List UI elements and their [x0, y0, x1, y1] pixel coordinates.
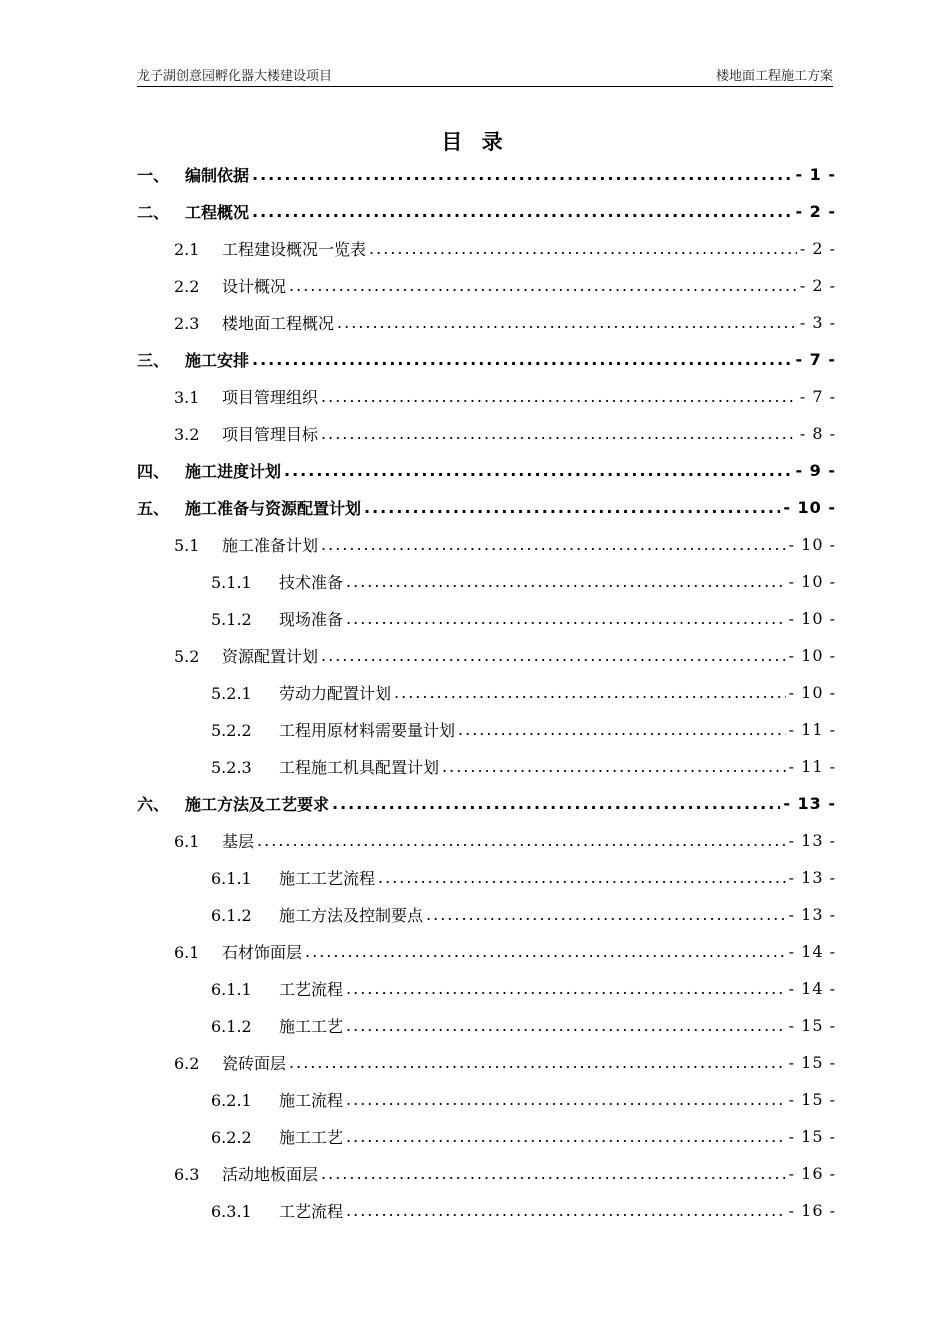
toc-entry-label [137, 459, 281, 482]
toc-entry-text: 工艺流程 [279, 1202, 344, 1221]
toc-entry-number: 2.3 [174, 314, 200, 333]
toc-leader-dots [321, 1164, 786, 1183]
toc-entry-number: 2.2 [174, 277, 200, 296]
toc-entry[interactable] [137, 674, 836, 711]
toc-entry-number: 6.1 [174, 943, 200, 962]
toc-entry-number: 2.1 [174, 240, 200, 259]
toc-entry[interactable] [137, 563, 836, 600]
toc-leader-dots [284, 461, 792, 480]
toc-leader-dots [346, 1090, 786, 1109]
toc-entry-number: 6.3.1 [211, 1202, 252, 1221]
toc-entry-label [211, 570, 343, 593]
toc-entry-label [211, 1014, 343, 1037]
toc-entry[interactable] [137, 970, 836, 1007]
toc-entry-page: - 10 - [788, 646, 836, 665]
toc-leader-dots [252, 350, 792, 369]
toc-leader-dots [321, 387, 797, 406]
toc-entry[interactable] [137, 896, 836, 933]
toc-entry-text: 施工准备计划 [222, 536, 319, 555]
toc-entry[interactable] [137, 304, 836, 341]
toc-entry-number: 四、 [137, 462, 170, 481]
toc-entry-text: 设计概况 [222, 277, 287, 296]
toc-entry-page: - 10 - [788, 683, 836, 702]
toc-leader-dots [346, 609, 786, 628]
toc-entry-number: 6.1.1 [211, 869, 252, 888]
toc-entry-page: - 15 - [788, 1053, 836, 1072]
header-document-name: 楼地面工程施工方案 [715, 69, 833, 84]
toc-entry-number: 5.2.3 [211, 758, 252, 777]
page-header [137, 66, 833, 87]
toc-entry-label [174, 385, 318, 408]
toc-entry[interactable] [137, 1044, 836, 1081]
toc-leader-dots [426, 905, 786, 924]
toc-entry-label [211, 607, 343, 630]
toc-entry-number: 5.2.1 [211, 684, 252, 703]
toc-entry-page: - 13 - [788, 868, 836, 887]
toc-entry-text: 施工工艺 [279, 1017, 344, 1036]
toc-entry[interactable] [137, 156, 836, 193]
toc-leader-dots [394, 683, 786, 702]
toc-entry-label [137, 792, 329, 815]
toc-entry-text: 工程用原材料需要量计划 [279, 721, 456, 740]
toc-entry-label [174, 1162, 318, 1185]
toc-entry-number: 5.1.1 [211, 573, 252, 592]
toc-entry-text: 劳动力配置计划 [279, 684, 392, 703]
toc-entry-text: 瓷砖面层 [222, 1054, 287, 1073]
toc-leader-dots [337, 313, 797, 332]
toc-leader-dots [442, 757, 786, 776]
toc-entry[interactable] [137, 1192, 836, 1229]
toc-leader-dots [305, 942, 786, 961]
toc-entry[interactable] [137, 230, 836, 267]
toc-entry-label [211, 903, 423, 926]
toc-entry[interactable] [137, 489, 836, 526]
toc-entry-label [174, 422, 318, 445]
toc-entry-label [174, 940, 302, 963]
toc-entry-page: - 10 - [788, 572, 836, 591]
toc-entry-page: - 10 - [788, 609, 836, 628]
toc-entry-page: - 13 - [783, 794, 836, 813]
toc-entry[interactable] [137, 341, 836, 378]
toc-entry-page: - 7 - [795, 350, 836, 369]
toc-entry-page: - 10 - [783, 498, 836, 517]
toc-entry-page: - 2 - [799, 276, 836, 295]
toc-entry-page: - 13 - [788, 831, 836, 850]
toc-entry[interactable] [137, 822, 836, 859]
toc-entry-number: 3.2 [174, 425, 200, 444]
toc-entry-label [211, 755, 439, 778]
toc-entry-page: - 8 - [799, 424, 836, 443]
toc-leader-dots [321, 535, 786, 554]
toc-entry-text: 工程概况 [185, 203, 250, 222]
toc-entry[interactable] [137, 1081, 836, 1118]
toc-entry-label [174, 274, 286, 297]
toc-entry-label [137, 496, 361, 519]
toc-entry-text: 施工工艺 [279, 1128, 344, 1147]
toc-entry[interactable] [137, 378, 836, 415]
toc-entry-number: 6.1 [174, 832, 200, 851]
toc-leader-dots [346, 979, 786, 998]
toc-entry[interactable] [137, 600, 836, 637]
toc-entry[interactable] [137, 785, 836, 822]
toc-entry-label [137, 200, 249, 223]
toc-entry-label [174, 533, 318, 556]
toc-entry-text: 现场准备 [279, 610, 344, 629]
toc-entry-label [211, 1199, 343, 1222]
toc-entry-label [211, 1125, 343, 1148]
toc-entry-text: 基层 [222, 832, 255, 851]
toc-entry-text: 石材饰面层 [222, 943, 303, 962]
toc-entry-label [211, 681, 391, 704]
toc-entry-page: - 14 - [788, 942, 836, 961]
toc-leader-dots [346, 1127, 786, 1146]
toc-entry-number: 6.1.1 [211, 980, 252, 999]
toc-entry-page: - 2 - [795, 202, 836, 221]
toc-entry[interactable] [137, 452, 836, 489]
toc-entry-page: - 14 - [788, 979, 836, 998]
toc-leader-dots [346, 1016, 786, 1035]
toc-entry-number: 六、 [137, 795, 170, 814]
toc-entry-number: 6.1.2 [211, 906, 252, 925]
toc-entry-page: - 15 - [788, 1090, 836, 1109]
toc-entry-number: 一、 [137, 166, 170, 185]
toc-entry-text: 工艺流程 [279, 980, 344, 999]
toc-entry[interactable] [137, 1155, 836, 1192]
toc-entry-page: - 9 - [795, 461, 836, 480]
toc-leader-dots [252, 165, 792, 184]
toc-entry-number: 6.3 [174, 1165, 200, 1184]
toc-entry-label [174, 644, 318, 667]
toc-entry[interactable] [137, 1007, 836, 1044]
toc-entry-label [211, 1088, 343, 1111]
toc-entry-label [174, 829, 254, 852]
toc-entry-text: 施工方法及工艺要求 [185, 795, 330, 814]
toc-entry-page: - 2 - [799, 239, 836, 258]
toc-entry-page: - 16 - [788, 1164, 836, 1183]
toc-entry[interactable] [137, 933, 836, 970]
toc-entry-page: - 13 - [788, 905, 836, 924]
toc-entry-page: - 7 - [799, 387, 836, 406]
toc-entry-text: 技术准备 [279, 573, 344, 592]
toc-entry-page: - 1 - [795, 165, 836, 184]
table-of-contents [137, 156, 836, 1229]
toc-entry[interactable] [137, 415, 836, 452]
toc-entry-number: 6.2.2 [211, 1128, 252, 1147]
toc-entry-number: 3.1 [174, 388, 200, 407]
toc-leader-dots [346, 1201, 786, 1220]
toc-leader-dots [458, 720, 786, 739]
toc-entry-text: 施工流程 [279, 1091, 344, 1110]
toc-entry-number: 5.1 [174, 536, 200, 555]
toc-leader-dots [252, 202, 792, 221]
toc-entry-number: 6.2 [174, 1054, 200, 1073]
toc-entry-text: 工程施工机具配置计划 [279, 758, 440, 777]
toc-leader-dots [289, 276, 797, 295]
toc-entry-text: 施工进度计划 [185, 462, 282, 481]
toc-leader-dots [378, 868, 786, 887]
toc-entry-page: - 11 - [788, 720, 836, 739]
toc-entry-page: - 3 - [799, 313, 836, 332]
page-title: 目 录 [441, 130, 509, 154]
toc-entry-label [174, 1051, 286, 1074]
toc-leader-dots [321, 646, 786, 665]
header-project-name: 龙子湖创意园孵化器大楼建设项目 [137, 69, 333, 84]
toc-entry-text: 施工工艺流程 [279, 869, 376, 888]
toc-entry[interactable] [137, 859, 836, 896]
toc-entry-label [211, 977, 343, 1000]
toc-entry-text: 项目管理目标 [222, 425, 319, 444]
toc-entry-text: 施工准备与资源配置计划 [185, 499, 362, 518]
toc-entry-page: - 16 - [788, 1201, 836, 1220]
toc-entry-label [137, 163, 249, 186]
toc-leader-dots [364, 498, 780, 517]
toc-entry-page: - 11 - [788, 757, 836, 776]
toc-entry-number: 6.1.2 [211, 1017, 252, 1036]
toc-entry[interactable] [137, 526, 836, 563]
toc-entry-number: 5.2.2 [211, 721, 252, 740]
toc-entry-label [211, 718, 455, 741]
toc-entry[interactable] [137, 267, 836, 304]
toc-entry-text: 楼地面工程概况 [222, 314, 335, 333]
toc-entry-text: 施工方法及控制要点 [279, 906, 424, 925]
toc-entry-number: 三、 [137, 351, 170, 370]
toc-entry-label [137, 348, 249, 371]
toc-entry-number: 五、 [137, 499, 170, 518]
toc-entry-number: 二、 [137, 203, 170, 222]
toc-entry-number: 5.2 [174, 647, 200, 666]
toc-entry-number: 5.1.2 [211, 610, 252, 629]
toc-leader-dots [369, 239, 797, 258]
toc-entry-page: - 15 - [788, 1016, 836, 1035]
toc-entry[interactable] [137, 637, 836, 674]
toc-entry-text: 活动地板面层 [222, 1165, 319, 1184]
toc-entry-text: 施工安排 [185, 351, 250, 370]
toc-entry-text: 项目管理组织 [222, 388, 319, 407]
toc-entry-page: - 10 - [788, 535, 836, 554]
toc-entry-text: 工程建设概况一览表 [222, 240, 367, 259]
toc-entry[interactable] [137, 711, 836, 748]
toc-entry[interactable] [137, 1118, 836, 1155]
toc-entry-label [211, 866, 375, 889]
toc-leader-dots [257, 831, 786, 850]
toc-leader-dots [321, 424, 797, 443]
toc-entry[interactable] [137, 193, 836, 230]
toc-leader-dots [289, 1053, 786, 1072]
toc-entry-number: 6.2.1 [211, 1091, 252, 1110]
toc-entry[interactable] [137, 748, 836, 785]
toc-entry-text: 资源配置计划 [222, 647, 319, 666]
toc-entry-page: - 15 - [788, 1127, 836, 1146]
toc-entry-label [174, 237, 366, 260]
toc-leader-dots [346, 572, 786, 591]
toc-leader-dots [332, 794, 780, 813]
toc-entry-label [174, 311, 334, 334]
toc-entry-text: 编制依据 [185, 166, 250, 185]
